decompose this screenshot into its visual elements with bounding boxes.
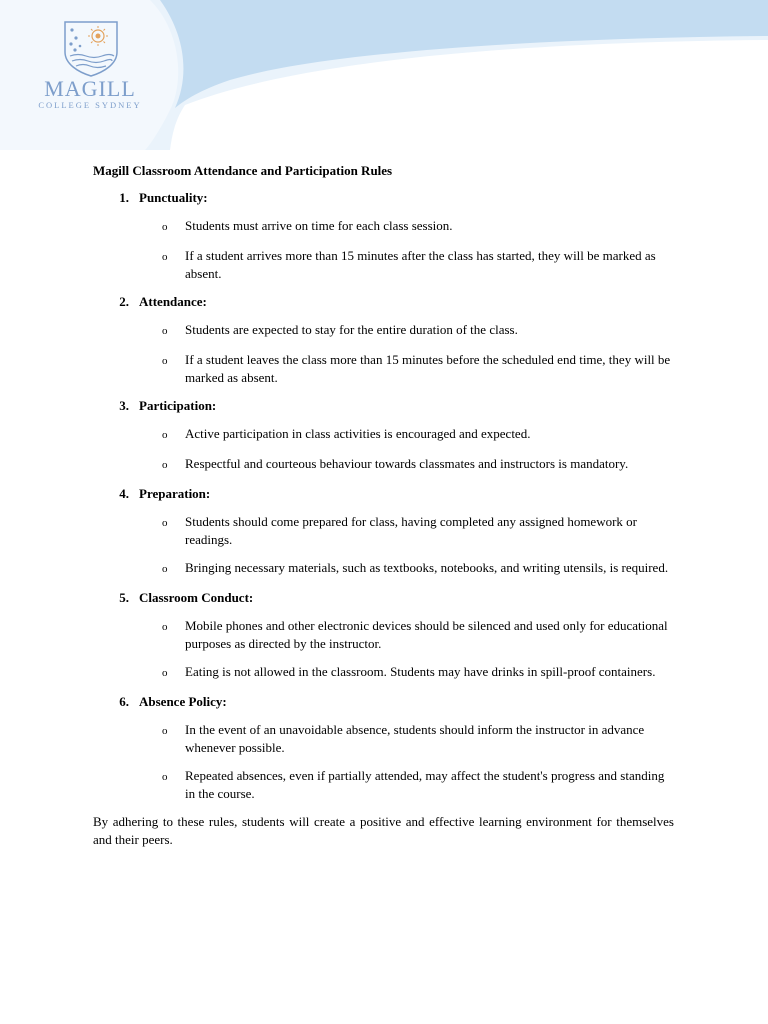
rule-section-heading (93, 693, 674, 711)
bullet-circle-icon: o (162, 771, 168, 783)
document-body (93, 162, 674, 849)
bullet-circle-icon: o (162, 725, 168, 737)
rule-section-heading (93, 589, 674, 607)
rule-section (93, 293, 674, 387)
rule-section-number: 5. (119, 590, 129, 605)
rules-list (93, 189, 674, 803)
rule-bullet (93, 767, 674, 803)
rule-bullet-text: Students are expected to stay for the entire duration of the class. (185, 322, 518, 337)
rule-section-title: Attendance: (139, 294, 207, 309)
rule-section-heading (93, 397, 674, 415)
bullet-circle-icon: o (162, 221, 168, 233)
rule-section (93, 189, 674, 283)
rule-section-title: Preparation: (139, 486, 211, 501)
logo-wave (72, 60, 112, 63)
rule-bullet-text: Students should come prepared for class, having completed any assigned homework or readings. (185, 514, 637, 547)
rule-bullet (93, 721, 674, 757)
rule-section-heading (93, 485, 674, 503)
rule-section-heading (93, 189, 674, 207)
bullet-circle-icon: o (162, 563, 168, 575)
logo-emblem (28, 18, 152, 114)
rule-bullet-text: If a student leaves the class more than 15 minutes before the scheduled end time, they will be marked as absent. (185, 352, 671, 385)
logo-star (74, 36, 77, 39)
rule-section (93, 397, 674, 475)
rule-section-number: 2. (119, 294, 129, 309)
rule-section-heading (93, 293, 674, 311)
document-title: Magill Classroom Attendance and Participation Rules (93, 163, 393, 178)
rule-bullet-text: Eating is not allowed in the classroom. Students may have drinks in spill-proof containers. (185, 664, 656, 679)
bullet-circle-icon: o (162, 517, 168, 529)
closing-paragraph: By adhering to these rules, students will create a positive and effective learning environment for themselves and their peers. (93, 814, 674, 847)
rule-section-number: 6. (119, 694, 129, 709)
rule-section (93, 485, 674, 579)
rule-section-number: 1. (119, 190, 129, 205)
rule-bullet (93, 217, 674, 237)
logo-wordmark: MAGILL (44, 76, 136, 101)
logo-star (79, 45, 82, 48)
bullet-circle-icon: o (162, 667, 168, 679)
rule-bullet (93, 321, 674, 341)
rule-bullet (93, 351, 674, 387)
bullet-circle-icon: o (162, 325, 168, 337)
rule-bullet (93, 663, 674, 683)
logo-star (70, 28, 73, 31)
rule-section-title: Absence Policy: (139, 694, 227, 709)
rule-bullet (93, 425, 674, 445)
logo-star (69, 42, 72, 45)
rule-section-title: Classroom Conduct: (139, 590, 254, 605)
rule-bullet (93, 559, 674, 579)
rule-bullet-text: Students must arrive on time for each class session. (185, 218, 453, 233)
rule-bullet (93, 513, 674, 549)
logo-wave (70, 55, 114, 58)
rule-section-title: Punctuality: (139, 190, 208, 205)
rule-section-title: Participation: (139, 398, 217, 413)
rule-bullet-text: Mobile phones and other electronic devices should be silenced and used only for educational purposes as directed by the instructor. (185, 618, 668, 651)
logo-star (73, 48, 76, 51)
rule-bullet-text: Active participation in class activities is encouraged and expected. (185, 426, 531, 441)
rule-section-number: 3. (119, 398, 129, 413)
rule-bullet (93, 617, 674, 653)
bullet-circle-icon: o (162, 621, 168, 633)
rule-bullet-text: Bringing necessary materials, such as textbooks, notebooks, and writing utensils, is required. (185, 560, 669, 575)
rule-bullet-text: Respectful and courteous behaviour towards classmates and instructors is mandatory. (185, 456, 629, 471)
logo-subtitle: COLLEGE SYDNEY (38, 100, 142, 110)
logo-sun-core (96, 34, 101, 39)
header-wave-band (160, 0, 768, 108)
logo-wave (76, 65, 106, 68)
rule-bullet-text: If a student arrives more than 15 minutes after the class has started, they will be marked as absent. (185, 248, 656, 281)
rule-bullet (93, 247, 674, 283)
bullet-circle-icon: o (162, 251, 168, 263)
bullet-circle-icon: o (162, 429, 168, 441)
rule-bullet-text: In the event of an unavoidable absence, students should inform the instructor in advance whenever possible. (185, 722, 645, 755)
rule-bullet (93, 455, 674, 475)
bullet-circle-icon: o (162, 355, 168, 367)
rule-section (93, 589, 674, 683)
rule-section-number: 4. (119, 486, 129, 501)
rule-bullet-text: Repeated absences, even if partially attended, may affect the student's progress and standing in the course. (185, 768, 665, 801)
bullet-circle-icon: o (162, 459, 168, 471)
college-logo (28, 18, 152, 114)
rule-section (93, 693, 674, 803)
